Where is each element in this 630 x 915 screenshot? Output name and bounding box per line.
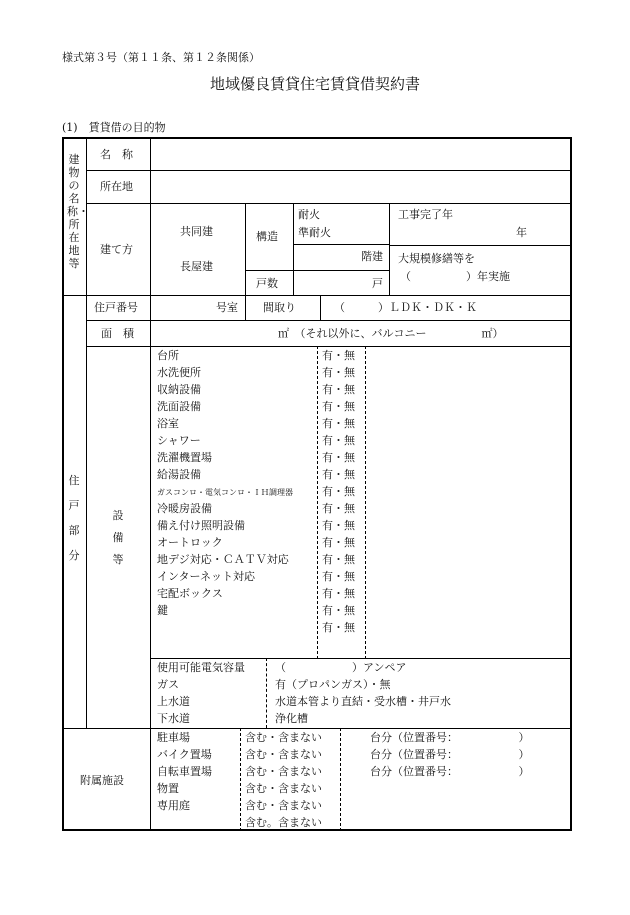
option-toggle[interactable]: 有・無: [322, 468, 355, 481]
list-item: ガスコンロ・電気コンロ・ＩＨ調理器: [157, 488, 293, 497]
completion-label: 工事完了年: [398, 208, 453, 221]
option-toggle[interactable]: 有・無: [322, 604, 355, 617]
room-suffix: 号室: [216, 301, 238, 314]
facility-option[interactable]: 含む。含まない: [245, 816, 322, 829]
list-item: 台所: [157, 349, 179, 362]
build-type-label: 建て方: [100, 243, 133, 256]
list-item: オートロック: [157, 536, 223, 549]
option-toggle[interactable]: 有・無: [322, 587, 355, 600]
facility-count: 台分（位置番号： ）: [370, 748, 530, 761]
name-field[interactable]: [150, 141, 572, 169]
facility-option[interactable]: 含む・含まない: [245, 748, 322, 761]
option-toggle[interactable]: 有・無: [322, 451, 355, 464]
repair-value: （ ）年実施: [400, 270, 510, 283]
name-label: 名 称: [100, 148, 133, 161]
form-number: 様式第３号（第１１条、第１２条関係）: [62, 51, 260, 64]
structure-label: 構造: [256, 230, 278, 243]
repair-label: 大規模修繕等を: [398, 252, 475, 265]
option-toggle[interactable]: 有・無: [322, 570, 355, 583]
facility-name: バイク置場: [157, 748, 212, 761]
option-toggle[interactable]: 有・無: [322, 621, 355, 634]
option-toggle[interactable]: 有・無: [322, 417, 355, 430]
utility-label: ガス: [157, 678, 179, 691]
layout-value: （ ）ＬＤＫ・ＤＫ・Ｋ: [334, 301, 477, 314]
option-toggle[interactable]: 有・無: [322, 400, 355, 413]
utility-label: 使用可能電気容量: [157, 661, 245, 674]
units-label: 戸数: [256, 277, 278, 290]
list-item: 地デジ対応・ＣＡＴＶ対応: [157, 553, 289, 566]
utility-value: （ ）アンペア: [275, 661, 407, 674]
list-item: シャワー: [157, 434, 201, 447]
list-item: 備え付け照明設備: [157, 519, 245, 532]
area-value: ㎡ （それ以外に、バルコニー ㎡）: [278, 327, 504, 340]
list-item: 冷暖房設備: [157, 502, 212, 515]
utility-label: 上水道: [157, 695, 190, 708]
option-toggle[interactable]: 有・無: [322, 485, 355, 498]
utility-label: 下水道: [157, 712, 190, 725]
location-label: 所在地: [100, 180, 133, 193]
option-toggle[interactable]: 有・無: [322, 383, 355, 396]
option-toggle[interactable]: 有・無: [322, 553, 355, 566]
option-toggle[interactable]: 有・無: [322, 349, 355, 362]
semi-fireproof-option[interactable]: 準耐火: [298, 226, 331, 239]
unit-group-label: 住戸部分: [68, 474, 80, 562]
facility-option[interactable]: 含む・含まない: [245, 765, 322, 778]
units-unit: 戸: [372, 277, 383, 290]
option-toggle[interactable]: 有・無: [322, 536, 355, 549]
area-label: 面 積: [101, 327, 134, 340]
location-field[interactable]: [150, 173, 572, 201]
equipment-label: 設備等: [112, 509, 124, 566]
list-item: 洗面設備: [157, 400, 201, 413]
facility-name: 自転車置場: [157, 765, 212, 778]
unit-number-label: 住戸番号: [94, 301, 138, 314]
list-item: 洗濯機置場: [157, 451, 212, 464]
list-item: 宅配ボックス: [157, 587, 223, 600]
facility-name: 専用庭: [157, 799, 190, 812]
list-item: 給湯設備: [157, 468, 201, 481]
facility-count: 台分（位置番号： ）: [370, 765, 530, 778]
facilities-label: 附属施設: [80, 774, 124, 787]
facility-option[interactable]: 含む・含まない: [245, 782, 322, 795]
facility-name: 駐車場: [157, 731, 190, 744]
type-joint[interactable]: 共同建: [180, 225, 213, 238]
utility-value[interactable]: 浄化槽: [275, 712, 308, 725]
page-title: 地域優良賃貸住宅賃貸借契約書: [209, 75, 420, 93]
utility-value[interactable]: 有（プロパンガス）・無: [275, 678, 391, 691]
section-heading: (1) 賃貸借の目的物: [62, 121, 166, 134]
type-row-house[interactable]: 長屋建: [180, 260, 213, 273]
list-item: 鍵: [157, 604, 168, 617]
list-item: インターネット対応: [157, 570, 256, 583]
option-toggle[interactable]: 有・無: [322, 519, 355, 532]
floors-unit: 階建: [361, 250, 383, 263]
facility-option[interactable]: 含む・含まない: [245, 731, 322, 744]
year-unit: 年: [516, 226, 527, 239]
option-toggle[interactable]: 有・無: [322, 366, 355, 379]
facility-name: 物置: [157, 782, 179, 795]
layout-label: 間取り: [263, 301, 296, 314]
list-item: 浴室: [157, 417, 179, 430]
facility-count: 台分（位置番号： ）: [370, 731, 530, 744]
list-item: 収納設備: [157, 383, 201, 396]
option-toggle[interactable]: 有・無: [322, 502, 355, 515]
fireproof-option[interactable]: 耐火: [298, 208, 320, 221]
option-toggle[interactable]: 有・無: [322, 434, 355, 447]
building-group-label: 建物の名称・所在地等: [67, 153, 89, 270]
utility-value[interactable]: 水道本管より直結・受水槽・井戸水: [275, 695, 451, 708]
list-item: 水洗便所: [157, 366, 201, 379]
facility-option[interactable]: 含む・含まない: [245, 799, 322, 812]
